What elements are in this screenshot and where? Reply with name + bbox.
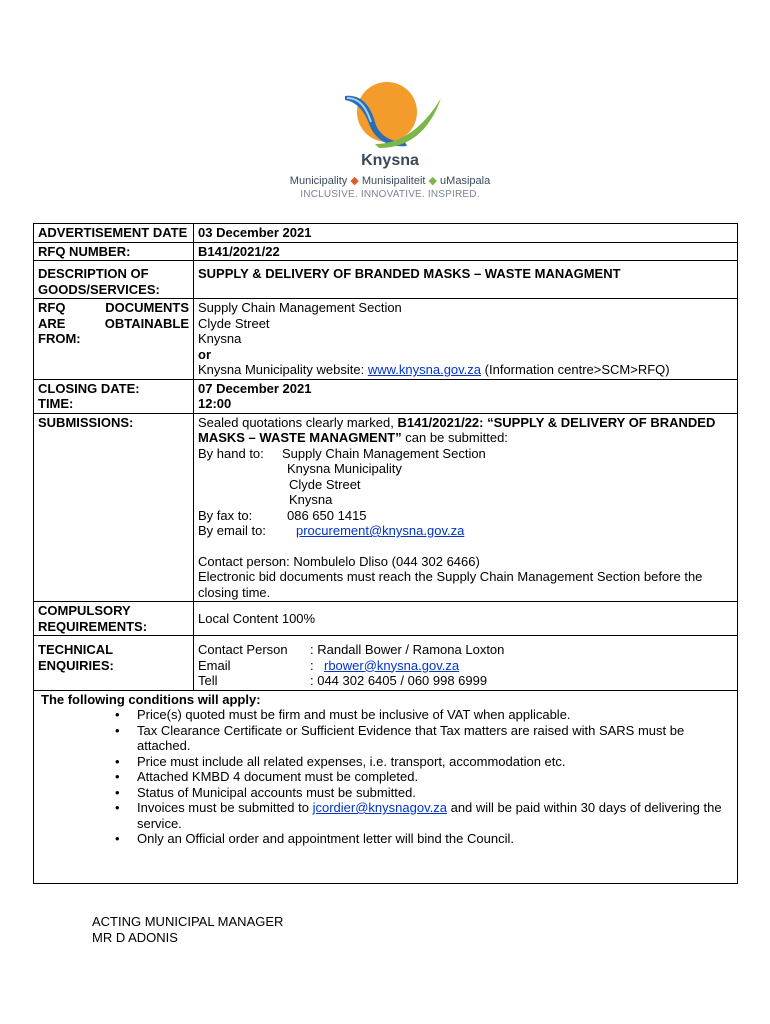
docs-or: or (198, 346, 211, 362)
by-email-label: By email to: (198, 523, 266, 538)
label-advertisement-date: ADVERTISEMENT DATE (34, 224, 194, 243)
conditions-heading: The following conditions will apply: (41, 691, 261, 707)
row-rfq-documents (34, 299, 738, 380)
label-closing-time: TIME: (38, 396, 74, 411)
label-rfq-number: RFQ NUMBER: (34, 242, 194, 261)
submission-intro-end: can be submitted: (405, 430, 508, 445)
logo-tagline: INCLUSIVE. INNOVATIVE. INSPIRED. (300, 189, 480, 200)
value-submissions (194, 413, 738, 602)
label-docs-word5: FROM: (38, 331, 81, 346)
invoice-suffix: and will be paid within 30 days of delivering the service. (137, 800, 722, 831)
tech-tel-row (198, 673, 733, 689)
label-closing (34, 379, 194, 413)
docs-line-town: Knysna (198, 331, 242, 346)
value-compulsory-requirements: Local Content 100% (194, 602, 738, 636)
rfq-table (33, 223, 738, 884)
row-closing-date (34, 379, 738, 413)
label-docs-word1: RFQ (38, 300, 66, 315)
signature-block (92, 914, 283, 946)
logo-sub-munisipaliteit: Munisipaliteit (361, 175, 426, 187)
condition-item: • Only an Official order and appointment letter will bind the Council. (137, 831, 733, 847)
value-rfq-documents (194, 299, 738, 380)
value-closing-time: 12:00 (198, 396, 232, 411)
tech-email-colon: : (310, 657, 314, 673)
docs-website-suffix: (Information centre>SCM>RFQ) (484, 362, 670, 377)
procurement-email-link[interactable]: procurement@knysna.gov.za (296, 523, 465, 538)
row-description (34, 261, 738, 299)
row-technical-enquiries (34, 636, 738, 691)
conditions-cell (34, 690, 738, 883)
logo-subtitle: Municipality ◆ Munisipaliteit ◆ uMasipala (289, 175, 491, 187)
label-compulsory-requirements: COMPULSORY REQUIREMENTS: (34, 602, 194, 636)
condition-item-invoices (137, 800, 733, 831)
logo-sub-umasipala: uMasipala (440, 175, 491, 187)
value-rfq-number: B141/2021/22 (194, 242, 738, 261)
row-advertisement-date (34, 224, 738, 243)
label-docs-word2: DOCUMENTS (105, 300, 189, 315)
by-hand-line4: Knysna (289, 492, 333, 507)
row-rfq-number (34, 242, 738, 261)
by-hand-line3: Clyde Street (289, 476, 361, 492)
row-conditions (34, 690, 738, 883)
tech-email-link[interactable]: rbower@knysna.gov.za (324, 657, 460, 673)
label-submissions: SUBMISSIONS: (34, 413, 194, 602)
logo-sub-municipality: Municipality (289, 175, 348, 187)
submission-intro-reference: B141/2021/22: “SUPPLY & DELIVERY OF BRANDED MASKS – WASTE MANAGMENT” (198, 414, 716, 445)
submission-by-hand (198, 446, 733, 508)
tech-contact-row (198, 642, 733, 658)
label-rfq-documents (34, 299, 194, 380)
by-hand-label: By hand to: (198, 445, 264, 461)
row-submissions (34, 413, 738, 602)
condition-item: • Price(s) quoted must be firm and must be inclusive of VAT when applicable. (137, 707, 733, 723)
invoice-email-link[interactable]: jcordier@knysnagov.za (312, 800, 447, 815)
label-description: DESCRIPTION OF GOODS/SERVICES: (34, 261, 194, 299)
website-link[interactable]: www.knysna.gov.za (367, 362, 482, 377)
value-closing-date: 07 December 2021 (198, 380, 312, 396)
docs-line-street: Clyde Street (198, 315, 270, 331)
signature-title: ACTING MUNICIPAL MANAGER (92, 914, 284, 929)
knysna-logo (260, 78, 520, 204)
electronic-bid-note: Electronic bid documents must reach the Supply Chain Management Section before the closing time. (198, 569, 703, 600)
submission-intro (198, 415, 733, 446)
tech-contact-label: Contact Person (198, 642, 288, 657)
tech-tel-label: Tell (198, 673, 218, 688)
docs-website-line (198, 362, 733, 378)
row-compulsory-requirements (34, 602, 738, 636)
submission-by-fax (198, 508, 733, 524)
condition-item: • Price must include all related expenses, i.e. transport, accommodation etc. (137, 754, 733, 770)
by-hand-line1: Supply Chain Management Section (282, 445, 486, 461)
knysna-emblem-icon (335, 78, 445, 150)
condition-item: • Status of Municipal accounts must be submitted. (137, 785, 733, 801)
by-fax-label: By fax to: (198, 507, 253, 523)
value-advertisement-date: 03 December 2021 (194, 224, 738, 243)
contact-person: Contact person: Nombulelo Dliso (044 302 6466) (198, 553, 480, 569)
by-hand-line2: Knysna Municipality (287, 461, 402, 476)
value-description: SUPPLY & DELIVERY OF BRANDED MASKS – WASTE MANAGMENT (194, 261, 738, 299)
label-docs-word4: OBTAINABLE (104, 315, 189, 331)
conditions-list (41, 707, 733, 847)
invoice-prefix: Invoices must be submitted to (137, 800, 309, 815)
docs-website-prefix: Knysna Municipality website: (198, 362, 365, 377)
logo-name: Knysna (361, 152, 419, 169)
submission-intro-text: Sealed quotations clearly marked, (198, 414, 394, 430)
tech-email-label: Email (198, 657, 231, 673)
label-docs-word3: ARE (38, 315, 66, 331)
value-technical-enquiries (194, 636, 738, 691)
submission-by-email (198, 523, 733, 539)
value-closing (194, 379, 738, 413)
by-fax-value: 086 650 1415 (287, 507, 367, 523)
docs-line-scm: Supply Chain Management Section (198, 300, 402, 315)
signature-name: MR D ADONIS (92, 930, 178, 945)
label-technical-enquiries: TECHNICAL ENQUIRIES: (34, 636, 194, 691)
label-closing-date: CLOSING DATE: (38, 380, 140, 396)
condition-item: • Attached KMBD 4 document must be completed. (137, 769, 733, 785)
tech-email-row (198, 658, 733, 674)
tech-contact-value: : Randall Bower / Ramona Loxton (310, 642, 505, 657)
condition-item: • Tax Clearance Certificate or Sufficient Evidence that Tax matters are raised with SARS must be attached. (137, 723, 733, 754)
tech-tel-value: : 044 302 6405 / 060 998 6999 (310, 673, 488, 688)
